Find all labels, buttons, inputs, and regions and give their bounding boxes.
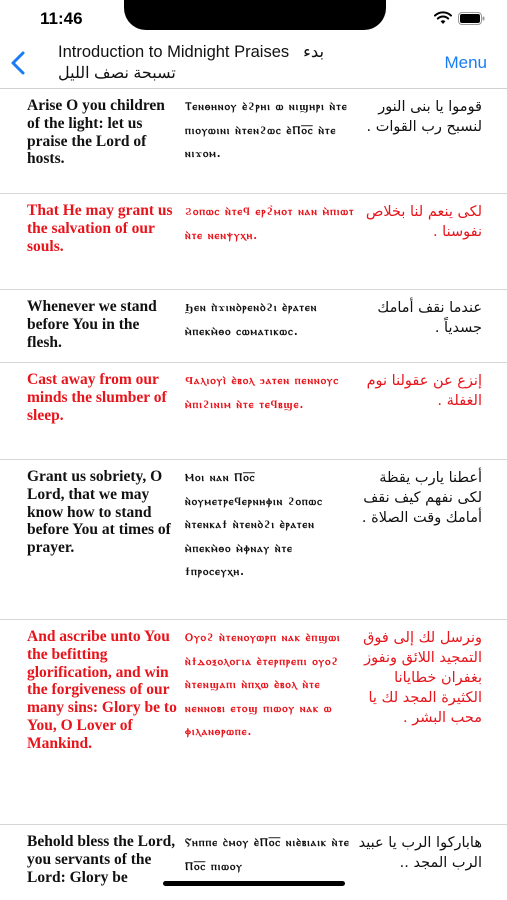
- navigation-bar: [0, 40, 507, 89]
- verse-english: Whenever we stand before You in the flesh.: [27, 298, 157, 351]
- page-title-arabic-2: تسبحة نصف الليل: [58, 65, 176, 82]
- home-indicator[interactable]: [163, 881, 345, 886]
- verse-arabic: هاباركوا الرب يا عبيد الرب المجد ..: [358, 835, 482, 871]
- page-title: [58, 42, 408, 84]
- verse-coptic: Ⲧⲉⲛⲑⲏⲛⲟⲩ ⲉ̀ϩⲣⲏⲓ ⲱ ⲛⲓϣⲏⲣⲓ ⲛ̀ⲧⲉ ⲡⲓⲟⲩⲱⲓⲛⲓ ⲛ̀ⲧⲉⲛϩⲱⲥ ⲉ̀Ⲡⲟ̅ⲥ̅ ⲛ̀ⲧⲉ ⲛⲓϫⲟⲙ.: [185, 100, 348, 160]
- verse-row: [0, 620, 507, 825]
- verse-arabic: قوموا يا بنى النور لنسبح رب القوات .: [366, 99, 482, 135]
- verse-coptic: Ϩⲟⲡⲱⲥ ⲛ̀ⲧⲉϥ ⲉⲣϩ̀ⲙⲟⲧ ⲛⲁⲛ ⲙ̀ⲡⲓⲱⲧ ⲛ̀ⲧⲉ ⲛⲉⲛⲯⲩⲭⲏ.: [185, 205, 355, 242]
- verse-arabic: أعطنا يارب يقظة لكى نفهم كيف نقف أمامك وقت الصلاة .: [361, 470, 482, 526]
- verse-coptic: Ⲟⲩⲟϩ ⲛ̀ⲧⲉⲛⲟⲩⲱⲣⲡ ⲛⲁⲕ ⲉ̀ⲡϣⲱⲓ ⲛ̀ϯⲇⲟⲝⲟⲗⲟⲅⲓⲁ ⲉ̀ⲧⲉⲣⲡⲣⲉⲡⲓ ⲟⲩⲟϩ ⲛ̀ⲧⲉⲛϣⲁⲡⲓ ⲛ̀ⲡⲭⲱ ⲉ̀ⲃⲟⲗ ⲛ̀ⲧⲉ ⲛⲉⲛⲛⲟⲃⲓ ⲉⲧⲟϣ ⲡⲓⲱⲟⲩ ⲛⲁⲕ ⲱ ⲫⲓⲗⲁⲛⲑⲣⲱⲡⲉ.: [185, 631, 341, 738]
- verse-row: [0, 290, 507, 363]
- verse-coptic: Ⲋⲏⲡⲡⲉ ⲥ̀ⲙⲟⲩ ⲉ̀Ⲡⲟ̅ⲥ̅ ⲛⲓⲉ̀ⲃⲓⲁⲓⲕ ⲛ̀ⲧⲉ Ⲡⲟ̅ⲥ̅ ⲡⲓⲱⲟⲩ: [185, 836, 350, 873]
- status-icons: [434, 11, 485, 25]
- verse-row: [0, 825, 507, 900]
- verse-row: [0, 194, 507, 290]
- verse-english: Arise O you children of the light: let us praise the Lord of hosts.: [27, 97, 165, 168]
- menu-button[interactable]: Menu: [444, 53, 487, 72]
- verse-row: [0, 363, 507, 460]
- chevron-left-icon: [8, 50, 30, 76]
- verse-english: Cast away from our minds the slumber of sleep.: [27, 371, 167, 424]
- battery-icon: [458, 12, 485, 25]
- verse-coptic: Ⲙⲟⲓ ⲛⲁⲛ Ⲡⲟ̅ⲥ̅ ⲛ̀ⲟⲩⲙⲉⲧⲣⲉϥⲉⲣⲛⲏⲫⲓⲛ ϩⲟⲡⲱⲥ ⲛ̀ⲧⲉⲛⲕⲁϯ ⲛ̀ⲧⲉⲛⲟ̀ϩⲓ ⲉ̀ⲣⲁⲧⲉⲛ ⲙ̀ⲡⲉⲕⲙ̀ⲑⲟ ⲙ̀ⲫⲛⲁⲩ ⲛ̀ⲧⲉ ϯⲡⲣⲟⲥⲉⲩⲭⲏ.: [185, 471, 323, 578]
- verse-arabic: ونرسل لك إلى فوق التمجيد اللائق ونفوز بغفران خطايانا الكثيرة المجد لك يا محب البشر .: [363, 630, 482, 726]
- status-bar: [0, 0, 507, 44]
- verse-coptic: Ϧⲉⲛ ⲡ̀ϫⲓⲛⲟ̀ⲣⲉⲛⲟ̀ϩⲓ ⲉ̀ⲣⲁⲧⲉⲛ ⲙ̀ⲡⲉⲕⲙ̀ⲑⲟ ⲥⲱⲙⲁⲧⲓⲕⲱⲥ.: [185, 301, 318, 338]
- verse-row: [0, 460, 507, 620]
- verse-english: And ascribe unto You the befitting glorification, and win the forgiveness of our many sins: Glory be to You, O Lover of Mankind.: [27, 628, 177, 752]
- back-button[interactable]: [8, 50, 34, 78]
- verse-arabic: عندما نقف أمامك جسدياً .: [377, 300, 482, 336]
- status-time: 11:46: [40, 9, 83, 28]
- verse-coptic: Ϥⲁⲗⲓⲟⲩⲓ̀ ⲉ̀ⲃⲟⲗ ϧⲁⲧⲉⲛ ⲡⲉⲛⲛⲟⲩⲥ ⲙ̀ⲡⲓϩⲓⲛⲓⲙ ⲛ̀ⲧⲉ ⲧⲉϥⲃϣⲉ.: [185, 374, 340, 411]
- page-title-english: Introduction to Midnight Praises: [58, 43, 290, 61]
- verse-english: Behold bless the Lord, you servants of the Lord: Glory be: [27, 833, 176, 886]
- praise-text-list[interactable]: [0, 89, 507, 900]
- wifi-icon: [434, 11, 452, 25]
- device-notch: [124, 0, 386, 30]
- page-title-arabic-1: بدء: [303, 43, 325, 61]
- verse-row: [0, 89, 507, 194]
- verse-english: Grant us sobriety, O Lord, that we may know how to stand before You at times of prayer.: [27, 468, 171, 557]
- verse-arabic: إنزع عن عقولنا نوم الغفلة .: [366, 373, 482, 409]
- verse-english: That He may grant us the salvation of our souls.: [27, 202, 173, 255]
- verse-arabic: لكى ينعم لنا بخلاص نفوسنا .: [365, 204, 482, 240]
